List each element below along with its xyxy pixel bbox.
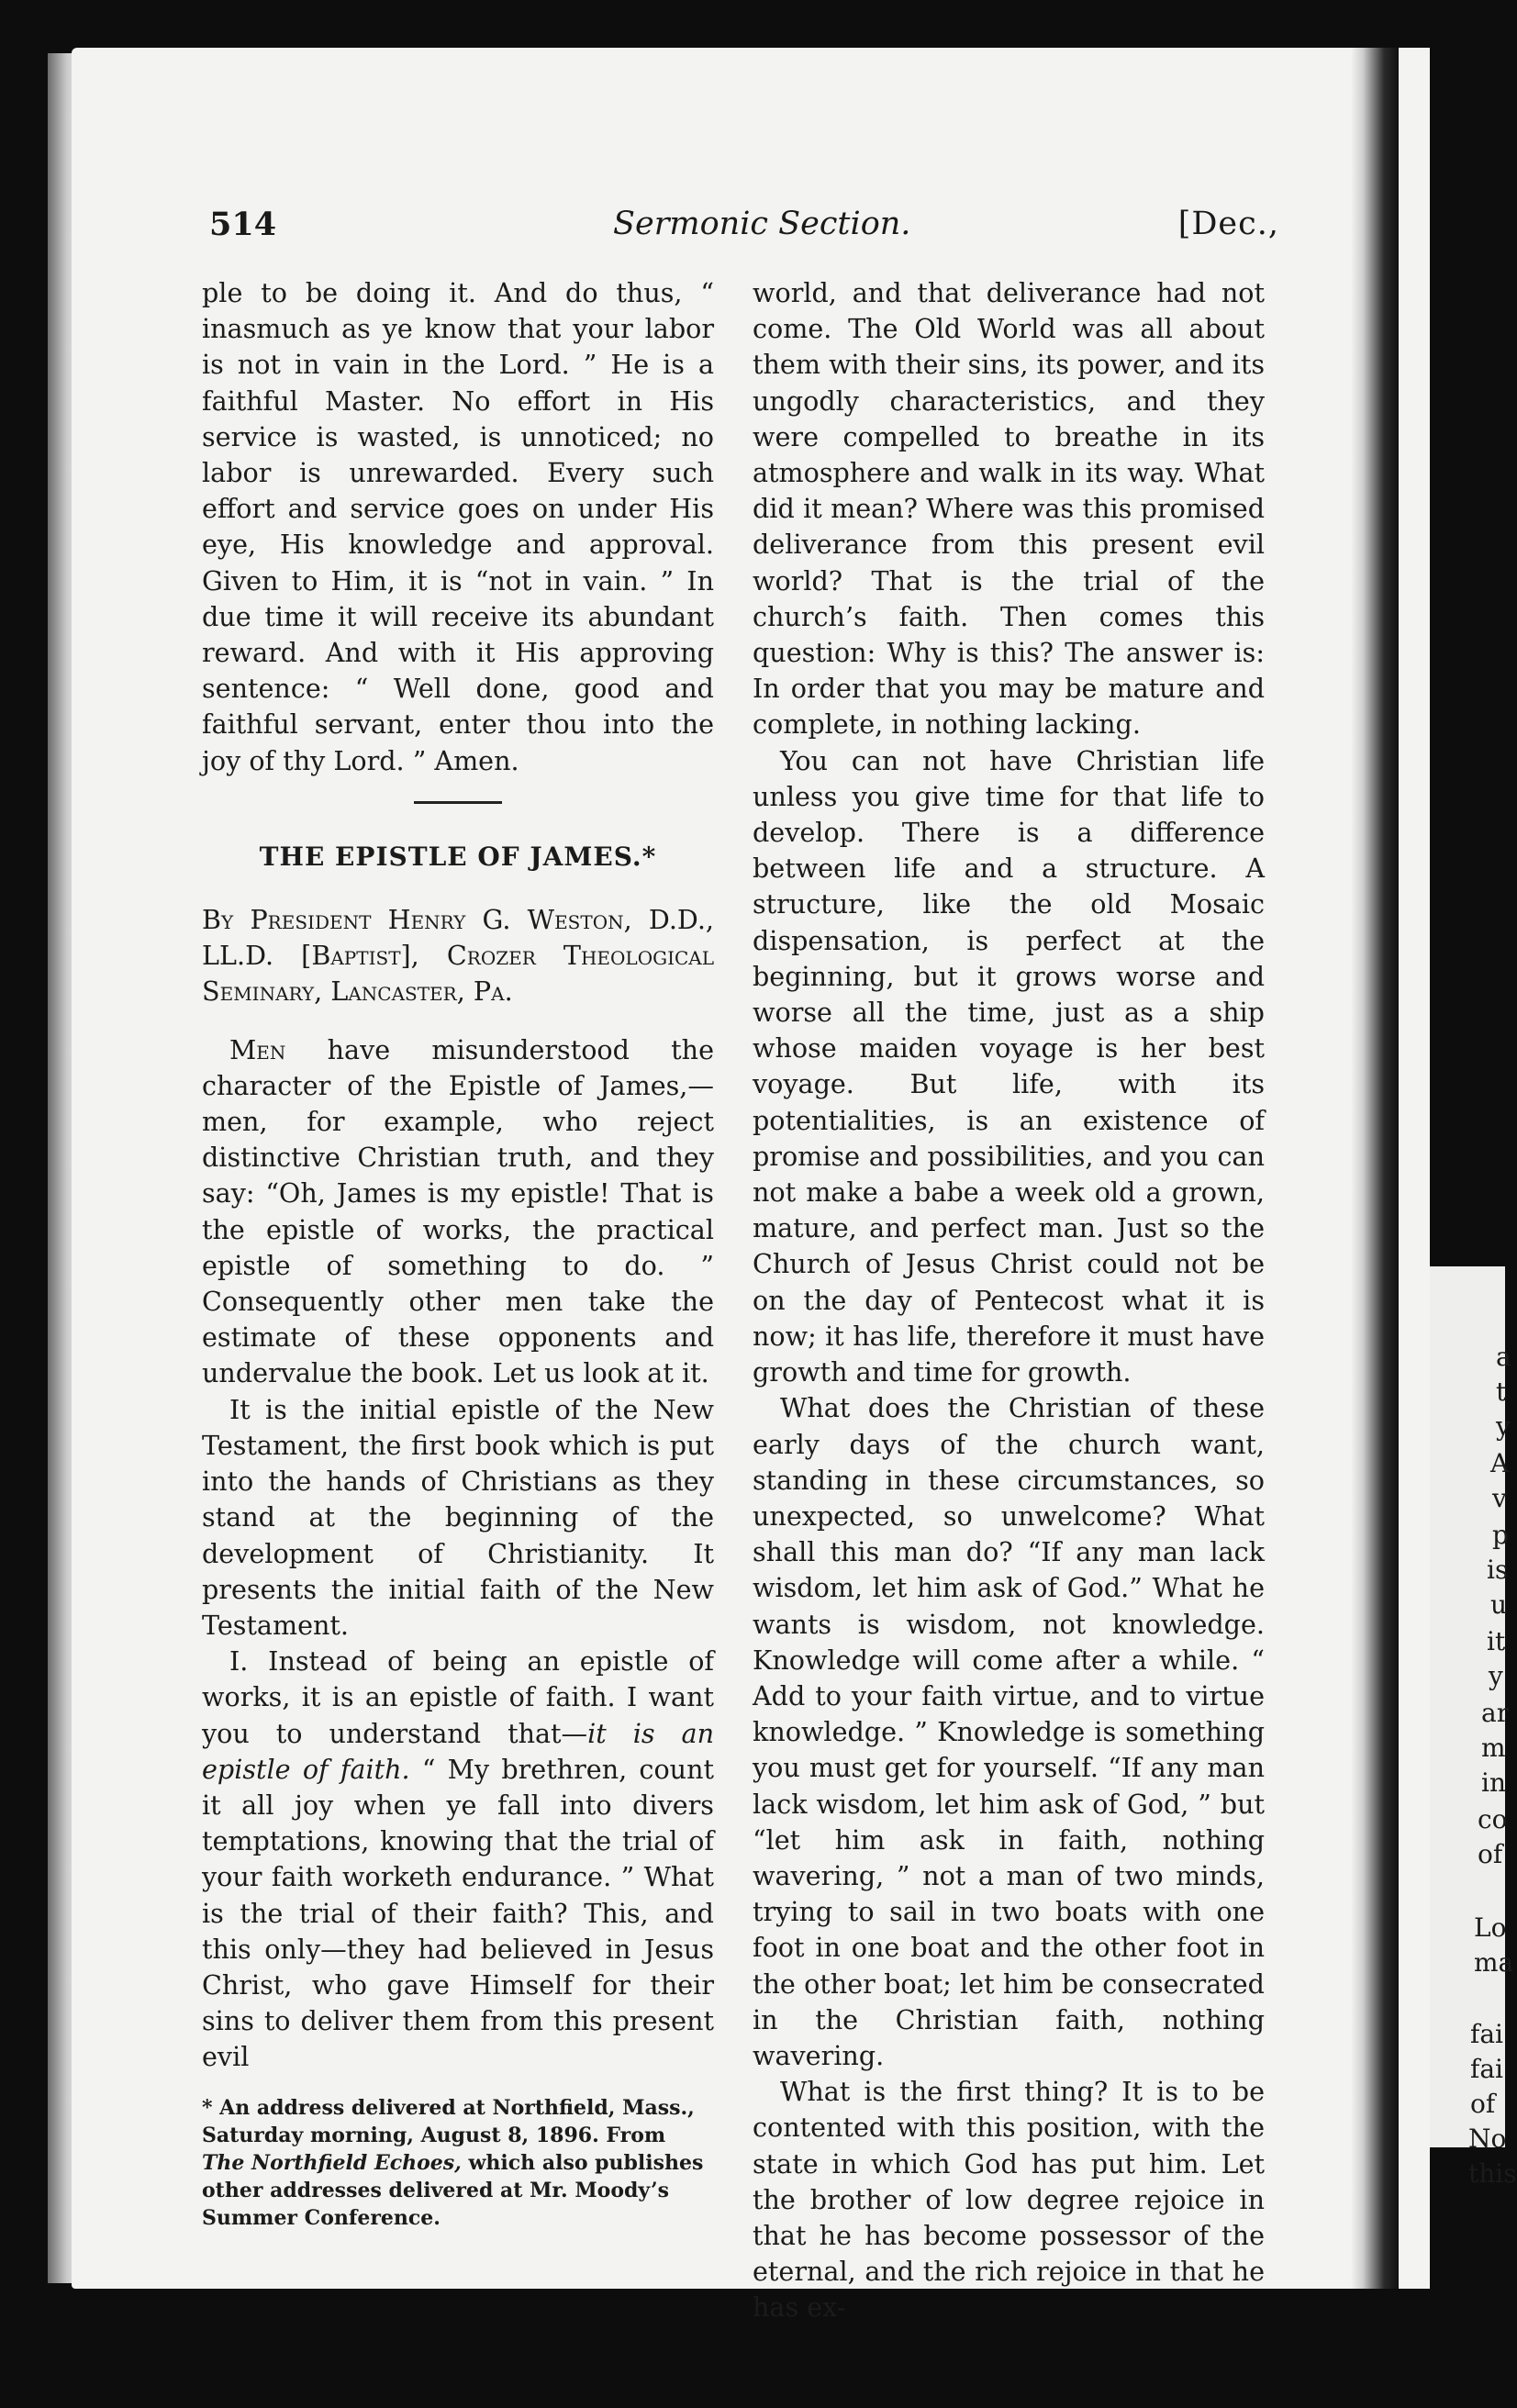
left-column bbox=[202, 275, 714, 2232]
footnote-source: The Northfield Echoes, bbox=[202, 2150, 462, 2175]
paragraph: ple to be doing it. And do thus, “ inasmuch as ye know that your labor is not in vain in the Lord. ” He is a faithful Master. No effort in His service is wasted, is unnoticed; no labor is unrewarded. Every such effort and service goes on under His eye, His knowledge and approval. Given to Him, it is “not in vain. ” In due time it will receive its abundant reward. And with it His approving sentence: “ Well done, good and faithful servant, enter thou into the joy of thy Lord. ” Amen. bbox=[202, 277, 714, 776]
paragraph: world, and that deliverance had not come. The Old World was all about them with their sins, its power, and its ungodly characteristics, and they were compelled to breathe in its atmosphere and walk in its way. What did it mean? Where was this promised deliverance from this present evil world? That is the trial of the church’s faith. Then comes this question: Why is this? The answer is: In order that you may be mature and complete, in nothing lacking. bbox=[753, 277, 1265, 741]
fragment: fai bbox=[1470, 2019, 1504, 2049]
paragraph: You can not have Christian life unless you give time for that life to develop. There is a difference between life and a structure. A structure, like the old Mosaic dispensation, is perfect at the beginning, but it grows worse and worse all the time, just as a ship whose maiden voyage is her best voyage. But life, with its potentialities, is an existence of promise and possibilities, and you can not make a babe a week old a grown, mature, and perfect man. Just so the Church of Jesus Christ could not be on the day of Pentecost what it is now; it has life, therefore it must have growth and time for growth. bbox=[753, 744, 1265, 1388]
page-header bbox=[209, 206, 1279, 251]
fragment: u bbox=[1490, 1589, 1508, 1620]
paragraph bbox=[202, 1644, 714, 2075]
paragraph: It is the initial epistle of the New Testament, the first book which is put into the hands of Christians as they stand at the beginning of the development of Christianity. It presents the initial faith of the New Testament. bbox=[202, 1393, 714, 1641]
running-title: Sermonic Section. bbox=[613, 206, 911, 242]
fragment: p bbox=[1492, 1520, 1509, 1550]
right-column bbox=[753, 275, 1265, 2326]
fragment: in bbox=[1481, 1767, 1506, 1798]
fragment: v bbox=[1492, 1483, 1507, 1513]
fragment: fai bbox=[1470, 2054, 1504, 2084]
fragment: co bbox=[1478, 1804, 1508, 1834]
footnote-text: which also publishes other addresses delivered at Mr. Moody’s Summer Conference. bbox=[202, 2150, 704, 2230]
paragraph bbox=[202, 1032, 714, 1392]
fragment: y bbox=[1496, 1411, 1511, 1442]
fragment: A bbox=[1490, 1448, 1510, 1478]
article-byline: By President Henry G. Weston, D.D., LL.D. [Baptist], Crozer Theological Seminary, Lancaster, Pa. bbox=[202, 904, 714, 1008]
footnote-text: * An address delivered at Northfield, Mass., Saturday morning, August 8, 1896. From bbox=[202, 2095, 695, 2147]
fragment: is bbox=[1487, 1555, 1509, 1585]
fragment: t bbox=[1496, 1377, 1507, 1407]
fragment: y bbox=[1489, 1661, 1503, 1691]
paragraph-text: have misunderstood the character of the Epistle of James,—men, for example, who reject distinctive Christian truth, and they say: “Oh, James is my epistle! That is the epistle of works, the practical epistle of something to do. ” Consequently other men take the estimate of these opponents and undervalue the book. Let us look at it. bbox=[202, 1033, 714, 1389]
paragraph: What does the Christian of these early days of the church want, standing in these circumstances, so unexpected, so unwelcome? What shall this man do? “If any man lack wisdom, let him ask of God.” What he wants is wisdom, not knowledge. Knowledge will come after a while. “ Add to your faith virtue, and to virtue knowledge. ” Knowledge is something you must get for yourself. “If any man lack wisdom, let him ask of God, ” but “let him ask in faith, nothing wavering, ” not a man of two minds, trying to sail in two boats with one foot in one boat and the other foot in the other boat; let him be consecrated in the Christian faith, nothing wavering. bbox=[753, 1392, 1265, 2071]
paragraph-text: I. Instead of being an epistle of works, it is an epistle of faith. I want you to understand that— bbox=[202, 1645, 714, 1749]
fragment: ar bbox=[1481, 1698, 1510, 1728]
fragment: of bbox=[1478, 1839, 1503, 1869]
page-number: 514 bbox=[209, 206, 277, 243]
paragraph: What is the first thing? It is to be contented with this position, with the state in which God has put him. Let the brother of low degree rejoice in that he has become possessor of the eternal, and the rich rejoice in that he has ex- bbox=[753, 2076, 1265, 2324]
fragment: No bbox=[1468, 2124, 1507, 2154]
fragment: a bbox=[1496, 1342, 1511, 1372]
fragment: ma bbox=[1474, 1947, 1514, 1978]
section-divider bbox=[414, 801, 502, 804]
section-date: [Dec., bbox=[1177, 206, 1279, 242]
article-title: THE EPISTLE OF JAMES.* bbox=[259, 841, 657, 872]
lead-in: Men bbox=[229, 1033, 286, 1065]
fragment: m bbox=[1481, 1733, 1506, 1763]
fragment: this bbox=[1468, 2158, 1517, 2189]
fragment: of bbox=[1470, 2089, 1496, 2119]
book-spine-shadow bbox=[1351, 48, 1399, 2289]
paragraph-text: “ My brethren, count it all joy when ye fall into divers temptations, knowing that the trial of your faith worketh endurance. ” What is the trial of their faith? This, and this only—they had believed in Jesus Christ, who gave Himself for their sins to deliver them from this present evil bbox=[202, 1753, 714, 2073]
emphasis: it is an epistle of faith. bbox=[202, 1717, 714, 1785]
fragment: Lo bbox=[1474, 1912, 1507, 1943]
footnote bbox=[202, 2094, 714, 2232]
fragment: it bbox=[1487, 1626, 1506, 1656]
